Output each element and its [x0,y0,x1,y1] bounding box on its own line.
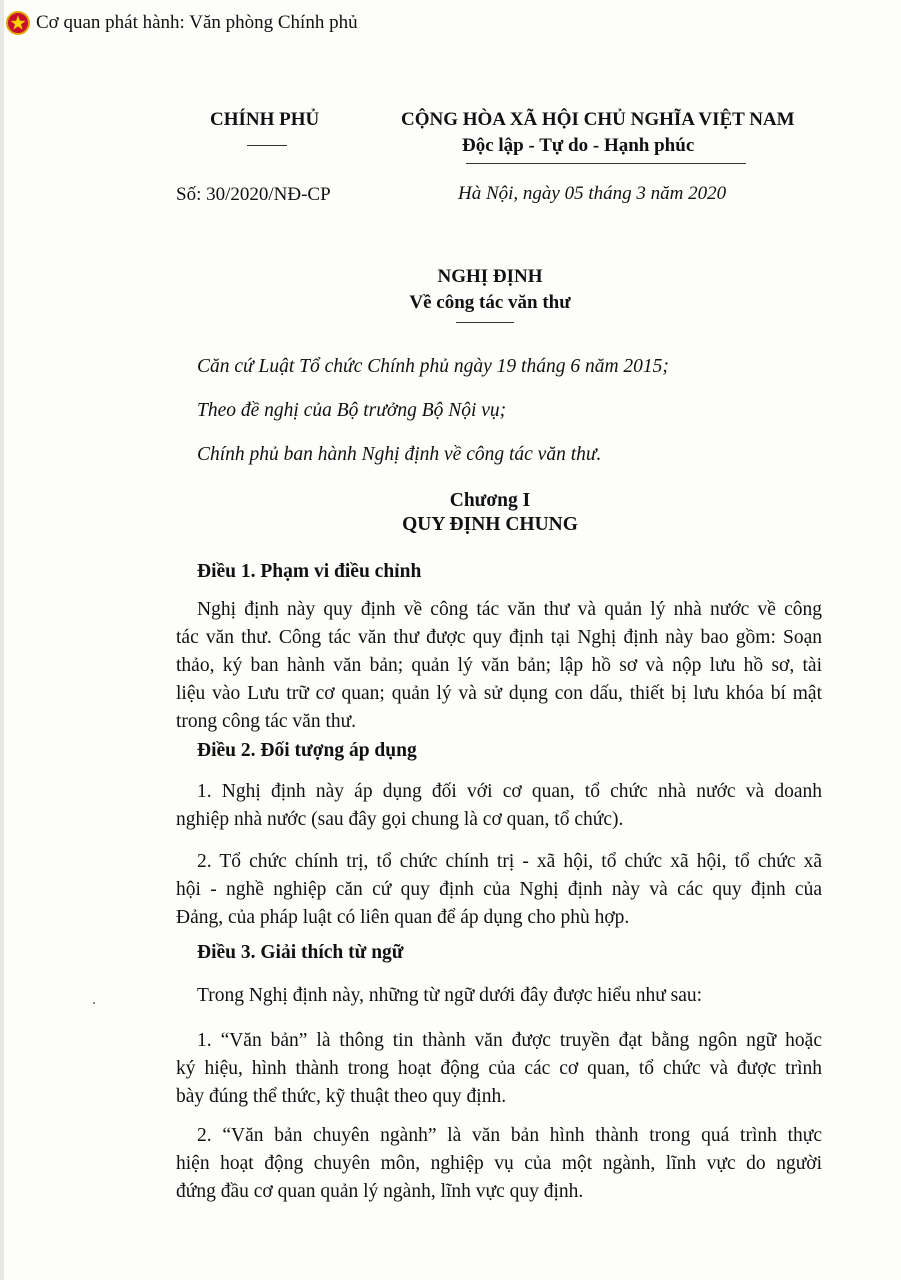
place-and-date: Hà Nội, ngày 05 tháng 3 năm 2020 [458,183,727,204]
text-line: 1. Nghị định này áp dụng đối với cơ quan, tổ chức nhà nước và doanh [197,781,822,802]
text-line: bày đúng thể thức, kỹ thuật theo quy định. [176,1086,507,1107]
motto-underline [466,163,746,164]
issuer-banner [6,11,358,35]
national-emblem-icon [6,11,30,35]
article-2-clause-2 [176,848,822,932]
document-subject: Về công tác văn thư [409,292,571,313]
banner-text: Cơ quan phát hành: Văn phòng Chính phủ [36,12,358,33]
text-line: ký hiệu, hình thành trong hoạt động của các cơ quan, tổ chức và được trình [176,1058,822,1079]
article-3-clause-1 [176,1027,822,1111]
text-line: 1. “Văn bản” là thông tin thành văn được truyền đạt bằng ngôn ngữ hoặc [197,1030,822,1051]
preamble-line-2: Theo đề nghị của Bộ trưởng Bộ Nội vụ; [197,400,507,421]
chapter-name: QUY ĐỊNH CHUNG [402,514,578,535]
text-line: liệu vào Lưu trữ cơ quan; quản lý và sử dụng con dấu, thiết bị lưu khóa bí mật [176,683,822,704]
text-line: hiện hoạt động chuyên môn, nghiệp vụ của một ngành, lĩnh vực do người [176,1153,822,1174]
article-2-clause-1 [176,778,822,834]
text-line: tác văn thư. Công tác văn thư được quy định tại Nghị định này bao gồm: Soạn [176,627,822,648]
national-motto: Độc lập - Tự do - Hạnh phúc [462,135,695,156]
article-2-heading: Điều 2. Đối tượng áp dụng [197,740,417,761]
title-underline [456,322,514,323]
scan-edge [0,0,4,1280]
text-line: 2. Tổ chức chính trị, tổ chức chính trị - xã hội, tổ chức xã hội, tổ chức xã [197,851,822,872]
article-1-heading: Điều 1. Phạm vi điều chỉnh [197,561,422,582]
country-name: CỘNG HÒA XÃ HỘI CHỦ NGHĨA VIỆT NAM [401,109,795,130]
scan-speck [93,1002,95,1004]
document-number: Số: 30/2020/NĐ-CP [176,184,331,205]
text-line: thảo, ký ban hành văn bản; quản lý văn bản; lập hồ sơ và nộp lưu hồ sơ, tài [176,655,822,676]
text-line: 2. “Văn bản chuyên ngành” là văn bản hình thành trong quá trình thực [197,1125,822,1146]
text-line: nghiệp nhà nước (sau đây gọi chung là cơ quan, tổ chức). [176,809,624,830]
text-line: trong công tác văn thư. [176,711,357,732]
text-line: đứng đầu cơ quan quản lý ngành, lĩnh vực quy định. [176,1181,584,1202]
article-1-body [176,596,822,736]
chapter-number: Chương I [449,490,531,511]
text-line: hội - nghề nghiệp căn cứ quy định của Nghị định này và các quy định của [176,879,822,900]
preamble-line-3: Chính phủ ban hành Nghị định về công tác văn thư. [197,444,602,465]
text-line: Đảng, của pháp luật có liên quan để áp dụng cho phù hợp. [176,907,630,928]
issuer-underline [247,145,287,146]
issuer-name: CHÍNH PHỦ [210,109,320,130]
text-line: Nghị định này quy định về công tác văn thư và quản lý nhà nước về công [197,599,822,620]
document-type: NGHỊ ĐỊNH [437,266,543,287]
preamble-line-1: Căn cứ Luật Tổ chức Chính phủ ngày 19 tháng 6 năm 2015; [197,356,669,377]
article-3-heading: Điều 3. Giải thích từ ngữ [197,942,404,963]
article-3-clause-2 [176,1122,822,1206]
article-3-intro: Trong Nghị định này, những từ ngữ dưới đây được hiểu như sau: [197,985,703,1006]
